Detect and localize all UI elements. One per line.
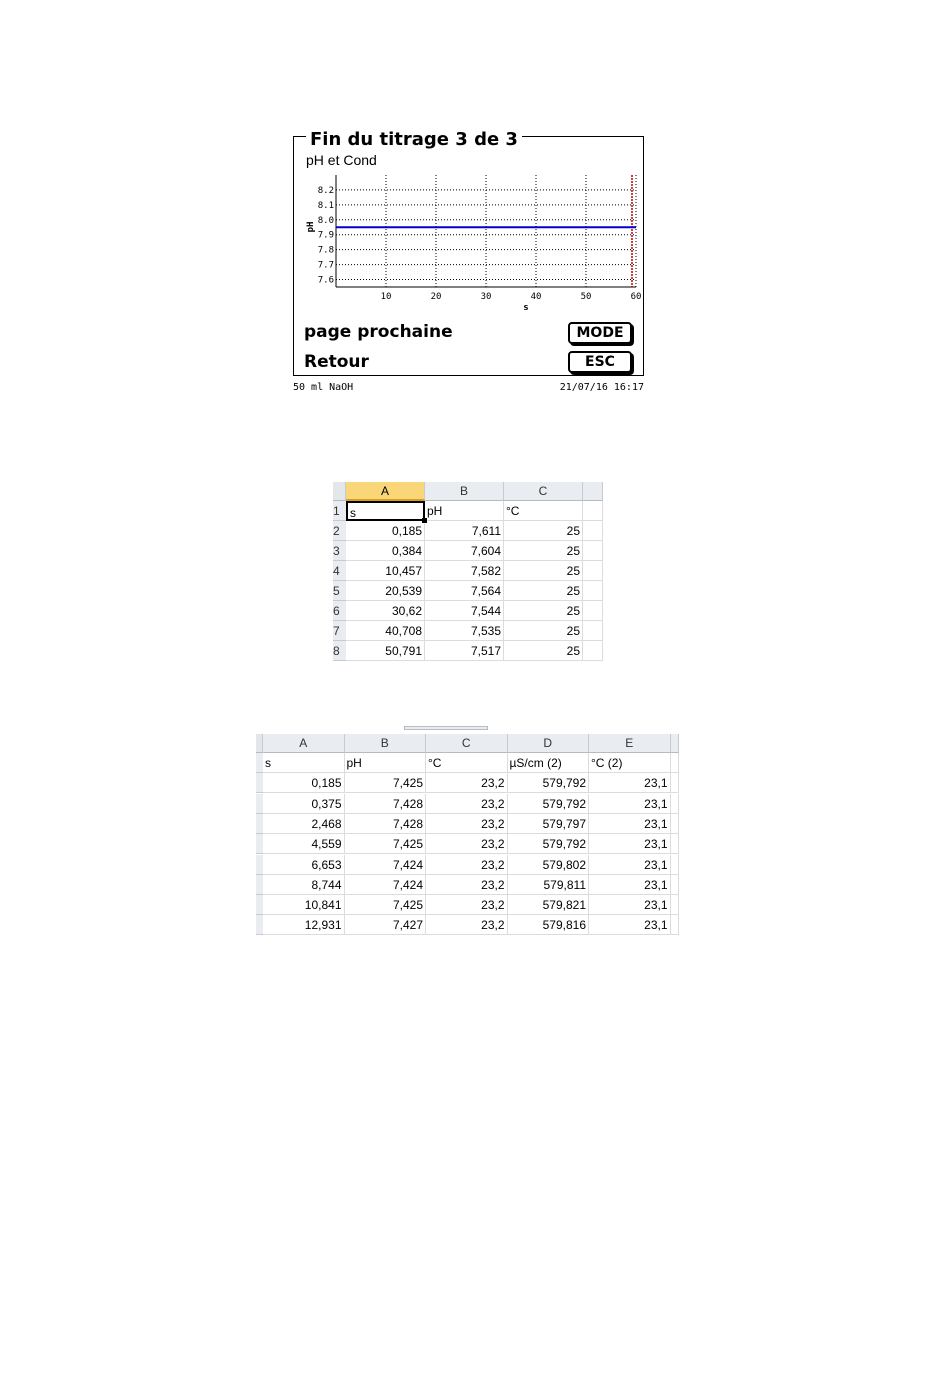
titration-chart: [294, 167, 643, 317]
data-cell[interactable]: 25: [504, 621, 583, 641]
data-cell[interactable]: 7,604: [425, 541, 504, 561]
data-cell[interactable]: 7,582: [425, 561, 504, 581]
data-cell[interactable]: 579,797: [508, 814, 590, 834]
data-cell[interactable]: 8,744: [263, 875, 345, 895]
data-cell[interactable]: 0,185: [346, 521, 425, 541]
x-tick-label: 20: [430, 292, 442, 302]
spreadsheet-1: [333, 482, 601, 664]
data-cell[interactable]: 25: [504, 601, 583, 621]
reagent-label: 50 ml NaOH: [293, 382, 354, 393]
column-header-c[interactable]: C: [426, 734, 508, 753]
data-cell[interactable]: 23,2: [426, 855, 508, 875]
titrator-screen: [293, 129, 644, 376]
row-header[interactable]: [256, 875, 263, 895]
data-cell[interactable]: 25: [504, 641, 583, 661]
row-header[interactable]: [256, 753, 263, 773]
header-cell[interactable]: s: [263, 753, 345, 773]
x-tick-label: 50: [580, 292, 592, 302]
data-cell[interactable]: 7,427: [345, 915, 427, 935]
select-all-corner[interactable]: [333, 482, 346, 501]
x-tick-label: 60: [630, 292, 642, 302]
empty-cell[interactable]: [583, 601, 603, 621]
column-header-b[interactable]: B: [345, 734, 427, 753]
data-cell[interactable]: 30,62: [346, 601, 425, 621]
empty-cell[interactable]: [671, 855, 679, 875]
y-tick-label: 7.9: [317, 230, 334, 241]
spreadsheet-2: [256, 726, 678, 934]
header-cell[interactable]: °C: [504, 501, 583, 521]
screen-subtitle: pH et Cond: [306, 152, 377, 168]
data-cell[interactable]: 7,428: [345, 794, 427, 814]
empty-cell[interactable]: [671, 794, 679, 814]
data-cell[interactable]: 23,2: [426, 794, 508, 814]
empty-cell[interactable]: [583, 521, 603, 541]
data-cell[interactable]: 23,1: [589, 855, 671, 875]
y-tick-label: 7.6: [317, 275, 334, 286]
data-cell[interactable]: 7,428: [345, 814, 427, 834]
data-cell[interactable]: 579,811: [508, 875, 590, 895]
data-cell[interactable]: 7,611: [425, 521, 504, 541]
data-cell[interactable]: 10,841: [263, 895, 345, 915]
x-tick-label: 10: [380, 292, 392, 302]
empty-cell[interactable]: [671, 773, 679, 793]
chart-axes: [336, 175, 636, 287]
y-tick-label: 7.7: [317, 260, 334, 271]
empty-cell[interactable]: [583, 641, 603, 661]
data-cell[interactable]: 23,2: [426, 773, 508, 793]
data-cell[interactable]: 2,468: [263, 814, 345, 834]
column-header-empty: [671, 734, 679, 753]
row-header[interactable]: 7: [333, 621, 346, 641]
data-cell[interactable]: 7,564: [425, 581, 504, 601]
header-cell[interactable]: pH: [345, 753, 427, 773]
menu-label-back: Retour: [304, 352, 369, 372]
header-cell[interactable]: pH: [425, 501, 504, 521]
data-cell[interactable]: 25: [504, 581, 583, 601]
column-header-a[interactable]: A: [346, 482, 425, 501]
data-cell[interactable]: 0,384: [346, 541, 425, 561]
data-cell[interactable]: 50,791: [346, 641, 425, 661]
row-header[interactable]: 8: [333, 641, 346, 661]
data-cell[interactable]: 7,517: [425, 641, 504, 661]
data-cell[interactable]: 10,457: [346, 561, 425, 581]
empty-cell[interactable]: [671, 834, 679, 854]
y-axis-label: pH: [306, 221, 316, 233]
data-cell[interactable]: 23,1: [589, 814, 671, 834]
data-cell[interactable]: 7,425: [345, 773, 427, 793]
y-tick-label: 8.1: [317, 200, 334, 211]
data-cell[interactable]: 0,185: [263, 773, 345, 793]
data-cell[interactable]: 6,653: [263, 855, 345, 875]
y-tick-label: 8.2: [317, 185, 334, 196]
data-cell[interactable]: 7,425: [345, 834, 427, 854]
header-cell[interactable]: °C: [426, 753, 508, 773]
timestamp: 21/07/16 16:17: [559, 382, 644, 393]
mode-button[interactable]: MODE: [568, 322, 632, 344]
row-header[interactable]: 4: [333, 561, 346, 581]
x-tick-label: 30: [480, 292, 492, 302]
data-cell[interactable]: 23,1: [589, 773, 671, 793]
data-cell[interactable]: 579,792: [508, 794, 590, 814]
screen-title: Fin du titrage 3 de 3: [306, 129, 522, 151]
empty-cell[interactable]: [583, 621, 603, 641]
row-header[interactable]: 2: [333, 521, 346, 541]
chart-grid: [336, 175, 636, 287]
data-cell[interactable]: 25: [504, 561, 583, 581]
empty-cell[interactable]: [671, 895, 679, 915]
data-cell[interactable]: 23,1: [589, 834, 671, 854]
x-tick-label: 40: [530, 292, 542, 302]
empty-cell[interactable]: [583, 501, 603, 521]
row-header[interactable]: [256, 895, 263, 915]
data-cell[interactable]: 23,2: [426, 915, 508, 935]
data-cell[interactable]: 7,424: [345, 875, 427, 895]
data-cell[interactable]: 7,535: [425, 621, 504, 641]
data-cell[interactable]: 579,792: [508, 834, 590, 854]
x-axis-label: s: [523, 303, 529, 313]
y-tick-label: 7.8: [317, 245, 334, 256]
menu-label-next-page: page prochaine: [304, 322, 453, 342]
data-cell[interactable]: 23,2: [426, 814, 508, 834]
empty-cell[interactable]: [583, 581, 603, 601]
row-header[interactable]: [256, 773, 263, 793]
data-cell[interactable]: 20,539: [346, 581, 425, 601]
esc-button[interactable]: ESC: [568, 351, 632, 373]
data-cell[interactable]: 12,931: [263, 915, 345, 935]
data-cell[interactable]: 579,816: [508, 915, 590, 935]
chart-marks: [336, 175, 636, 287]
data-cell[interactable]: 40,708: [346, 621, 425, 641]
data-cell[interactable]: 579,821: [508, 895, 590, 915]
empty-cell[interactable]: [671, 875, 679, 895]
row-header[interactable]: 3: [333, 541, 346, 561]
empty-cell[interactable]: [671, 814, 679, 834]
column-header-a[interactable]: A: [263, 734, 345, 753]
data-cell[interactable]: 23,2: [426, 895, 508, 915]
data-cell[interactable]: 579,792: [508, 773, 590, 793]
column-header-c[interactable]: C: [504, 482, 583, 501]
data-cell[interactable]: 25: [504, 541, 583, 561]
data-cell[interactable]: 23,1: [589, 794, 671, 814]
column-header-e[interactable]: E: [589, 734, 671, 753]
header-cell[interactable]: s: [346, 501, 425, 521]
row-header[interactable]: 5: [333, 581, 346, 601]
data-cell[interactable]: 23,2: [426, 834, 508, 854]
data-cell[interactable]: 23,2: [426, 875, 508, 895]
column-header-b[interactable]: B: [425, 482, 504, 501]
row-header[interactable]: [256, 915, 263, 935]
header-cell[interactable]: µS/cm (2): [508, 753, 590, 773]
row-header[interactable]: [256, 814, 263, 834]
empty-cell[interactable]: [583, 541, 603, 561]
data-cell[interactable]: 7,544: [425, 601, 504, 621]
data-cell[interactable]: 7,425: [345, 895, 427, 915]
row-header[interactable]: [256, 794, 263, 814]
empty-cell[interactable]: [671, 753, 679, 773]
row-header[interactable]: [256, 834, 263, 854]
header-cell[interactable]: °C (2): [589, 753, 671, 773]
data-cell[interactable]: 23,1: [589, 915, 671, 935]
data-cell[interactable]: 25: [504, 521, 583, 541]
data-cell[interactable]: 23,1: [589, 895, 671, 915]
y-tick-label: 8.0: [317, 215, 334, 226]
column-header-empty: [583, 482, 603, 501]
row-header[interactable]: 1: [333, 501, 346, 521]
data-cell[interactable]: 579,802: [508, 855, 590, 875]
row-header[interactable]: 6: [333, 601, 346, 621]
empty-cell[interactable]: [671, 915, 679, 935]
column-header-d[interactable]: D: [508, 734, 590, 753]
empty-cell[interactable]: [583, 561, 603, 581]
fill-handle[interactable]: [422, 518, 427, 523]
row-header[interactable]: [256, 855, 263, 875]
data-cell[interactable]: 23,1: [589, 875, 671, 895]
select-all-corner[interactable]: [256, 734, 263, 753]
data-cell[interactable]: 4,559: [263, 834, 345, 854]
sheet-tab-top: [404, 726, 488, 730]
data-cell[interactable]: 7,424: [345, 855, 427, 875]
data-cell[interactable]: 0,375: [263, 794, 345, 814]
